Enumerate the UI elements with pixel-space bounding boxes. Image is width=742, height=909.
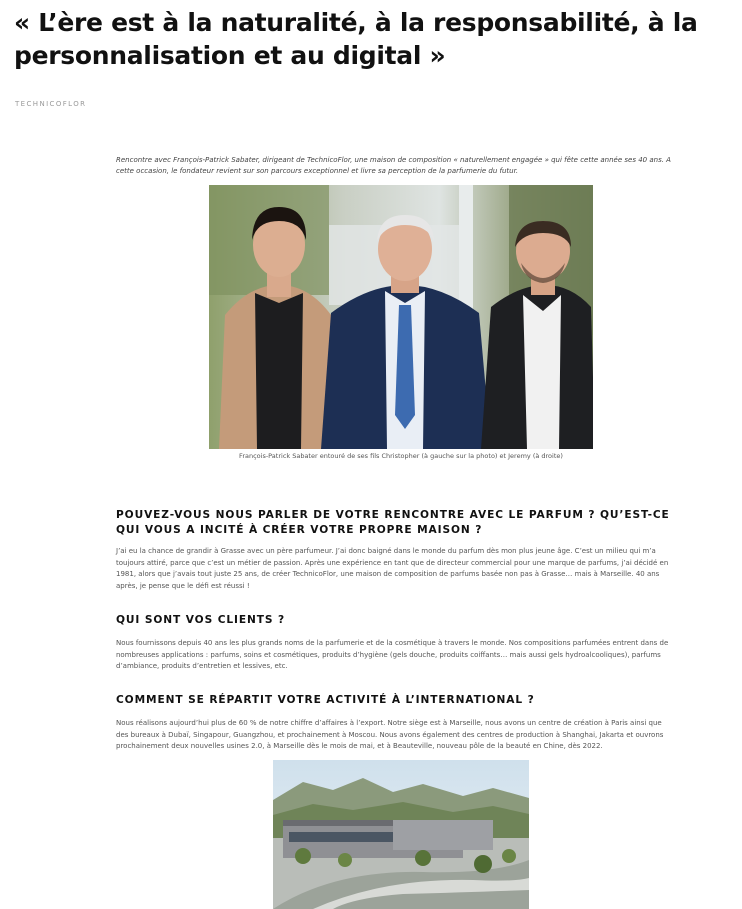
photo-caption: François-Patrick Sabater entouré de ses fils Christopher (à gauche sur la photo) et Jeremy (à droite) [239, 452, 563, 460]
section-heading: POUVEZ-VOUS NOUS PARLER DE VOTRE RENCONTRE AVEC LE PARFUM ? QU’EST-CE QUI VOUS A INCITÉ À CRÉER VOTRE PROPRE MAISON ? [116, 509, 670, 536]
section-heading: QUI SONT VOS CLIENTS ? [116, 614, 286, 626]
section-heading: COMMENT SE RÉPARTIT VOTRE ACTIVITÉ À L’INTERNATIONAL ? [116, 694, 535, 706]
building-rendering-illustration [273, 760, 529, 909]
article-intro: Rencontre avec François-Patrick Sabater, dirigeant de TechnicoFlor, une maison de composition « naturellement engagée » qui fête cette année ses 40 ans. A cette occasion, le fondateur revient sur son parcours exceptionnel et livre sa perception de la parfumerie du futur. [116, 156, 671, 175]
section-paragraph: J’ai eu la chance de grandir à Grasse avec un père parfumeur. J’ai donc baigné dans le monde du parfum dès mon plus jeune âge. C’est un milieu qui m’a toujours attiré, parce que c’est un métier de passion. Après une expérience en tant que de directeur commercial pour une marque de parfums, j’ai décidé en 1981, alors que j’avais tout juste 25 ans, de créer TechnicoFlor, une maison de composition de parfums basée non pas à Grasse… mais à Marseille. 40 ans après, je pense que le défi est réussi ! [116, 547, 669, 590]
section-paragraph: Nous fournissons depuis 40 ans les plus grands noms de la parfumerie et de la cosmétique à travers le monde. Nos compositions parfumées entrent dans de nombreuses applications : parfums, soins et cosmétiques, produits d’hygiène (gels douche, produits coiffants… mais aussi gels hydroalcooliques), parfums d’ambiance, produits d’entretien et lessives, etc. [116, 639, 669, 671]
portrait-photo [209, 185, 593, 449]
article-category[interactable]: TECHNICOFLOR [15, 100, 87, 108]
portrait-photo-illustration [209, 185, 593, 449]
building-rendering-photo [273, 760, 529, 909]
article-title: « L’ère est à la naturalité, à la responsabilité, à la personnalisation et au digital » [14, 8, 698, 70]
section-paragraph: Nous réalisons aujourd’hui plus de 60 % de notre chiffre d’affaires à l’export. Notre siège est à Marseille, nous avons un centre de création à Paris ainsi que des bureaux à Dubaï, Singapour, Guangzhou, et prochainement à Moscou. Nous avons également des centres de production à Shanghai, Jakarta et ouvrons prochainement deux nouvelles usines 2.0, à Marseille dès le mois de mai, et à Beauteville, nouveau pôle de la beauté en Chine, dès 2022. [116, 719, 664, 751]
